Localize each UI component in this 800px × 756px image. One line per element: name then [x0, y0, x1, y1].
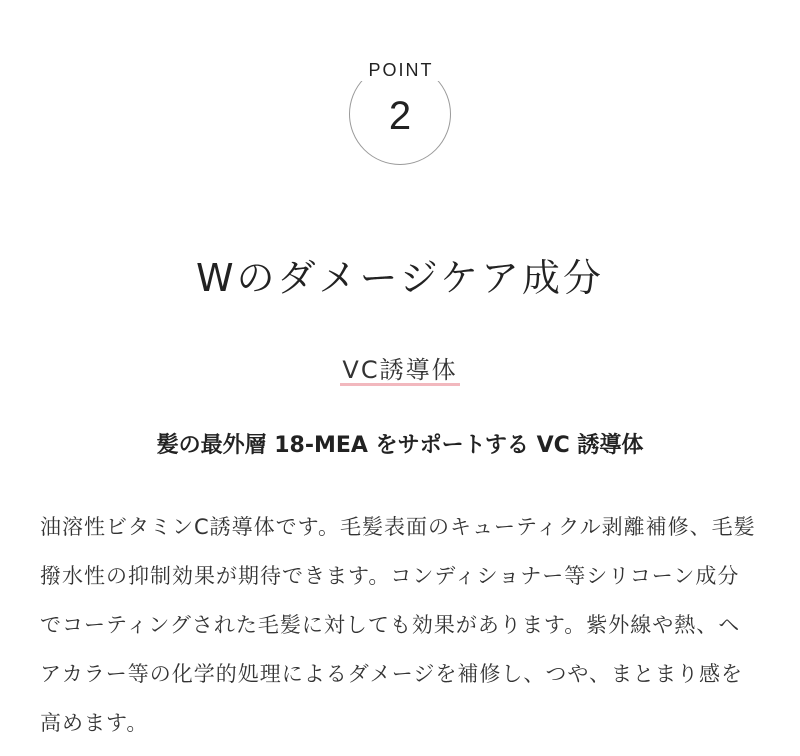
point-badge — [349, 60, 453, 167]
subtitle-container — [0, 354, 800, 386]
body-paragraph: 油溶性ビタミンC誘導体です。毛髪表面のキューティクル剥離補修、毛髪撥水性の抑制効果が期待できます。コンディショナー等シリコーン成分でコーティングされた毛髪に対しても効果があります。紫外線や熱、ヘアカラー等の化学的処理によるダメージを補修し、つや、まとまり感を高めます。 — [40, 515, 756, 735]
section-subtitle: VC誘導体 — [342, 356, 458, 384]
page-title: Wのダメージケア成分 — [195, 256, 605, 300]
point-number: 2 — [388, 94, 412, 138]
section-headline: 髪の最外層 18-MEA をサポートする VC 誘導体 — [156, 433, 644, 458]
point-label: POINT — [357, 59, 445, 81]
